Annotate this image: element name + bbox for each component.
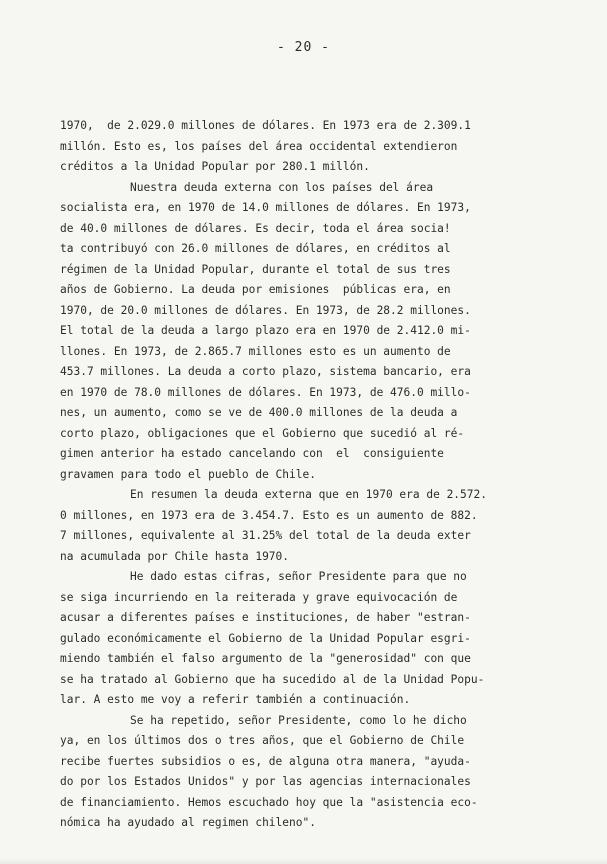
text-line: en 1970 de 78.0 millones de dólares. En 1973, de 476.0 millo- [60,385,471,399]
text-line: 1970, de 2.029.0 millones de dólares. En 1973 era de 2.309.1 [60,119,471,132]
text-line: nes, un aumento, como se ve de 400.0 millones de la deuda a [60,406,458,419]
text-line: 1970, de 20.0 millones de dólares. En 1973, de 28.2 millones. [60,303,471,317]
text-line: corto plazo, obligaciones que el Gobierno que sucedió al ré- [60,426,465,440]
text-line: 453.7 millones. La deuda a corto plazo, sistema bancario, era [60,365,471,378]
text-line: gulado económicamente el Gobierno de la Unidad Popular esgri- [60,631,471,645]
page-bottom-edge [0,858,607,864]
page-number: - 20 - [277,40,330,55]
text-line: ya, en los últimos dos o tres años, que el Gobierno de Chile [60,734,465,747]
text-line: 7 millones, equivalente al 31.25% del total de la deuda exter [60,529,471,542]
text-line: llones. En 1973, de 2.865.7 millones esto es un aumento de [60,344,451,358]
text-line: créditos a la Unidad Popular por 280.1 millón. [60,160,370,173]
text-line: gimen anterior ha estado cancelando con el consiguiente [60,447,444,460]
text-line: se ha tratado al Gobierno que ha sucedido al de la Unidad Popu- [60,672,485,686]
text-line: millón. Esto es, los países del área occidental extendieron [60,139,458,153]
text-line: do por los Estados Unidos" y por las agencias internacionales [60,775,471,788]
text-line: El total de la deuda a largo plazo era en 1970 de 2.412.0 mi- [60,324,471,337]
body-text [60,116,560,834]
text-line: socialista era, en 1970 de 14.0 millones de dólares. En 1973, [60,201,471,214]
text-line: na acumulada por Chile hasta 1970. [60,549,290,563]
text-line: acusar a diferentes países e instituciones, de haber "estran- [60,611,471,624]
text-line: régimen de la Unidad Popular, durante el total de sus tres [60,262,451,276]
text-line: He dado estas cifras, señor Presidente para que no [130,570,467,583]
text-line: En resumen la deuda externa que en 1970 era de 2.572. [130,488,487,501]
text-line: de 40.0 millones de dólares. Es decir, toda el área socia! [60,221,451,235]
text-line: ta contribuyó con 26.0 millones de dólares, en créditos al [60,242,451,255]
text-line: años de Gobierno. La deuda por emisiones públicas era, en [60,283,451,296]
text-line: Se ha repetido, señor Presidente, como lo he dicho [130,713,467,727]
text-line: se siga incurriendo en la reiterada y grave equivocación de [60,590,458,604]
text-line: miendo también el falso argumento de la "generosidad" con que [60,652,471,665]
text-line: Nuestra deuda externa con los países del área [130,180,434,194]
text-line: 0 millones, en 1973 era de 3.454.7. Esto es un aumento de 882. [60,508,478,522]
text-line: gravamen para todo el pueblo de Chile. [60,467,316,481]
text-line: recibe fuertes subsidios o es, de alguna otra manera, "ayuda- [60,754,471,768]
text-line: nómica ha ayudado al regimen chileno". [60,816,316,829]
text-line: lar. A esto me voy a referir también a continuación. [60,693,411,706]
text-line: de financiamiento. Hemos escuchado hoy que la "asistencia eco- [60,795,478,809]
